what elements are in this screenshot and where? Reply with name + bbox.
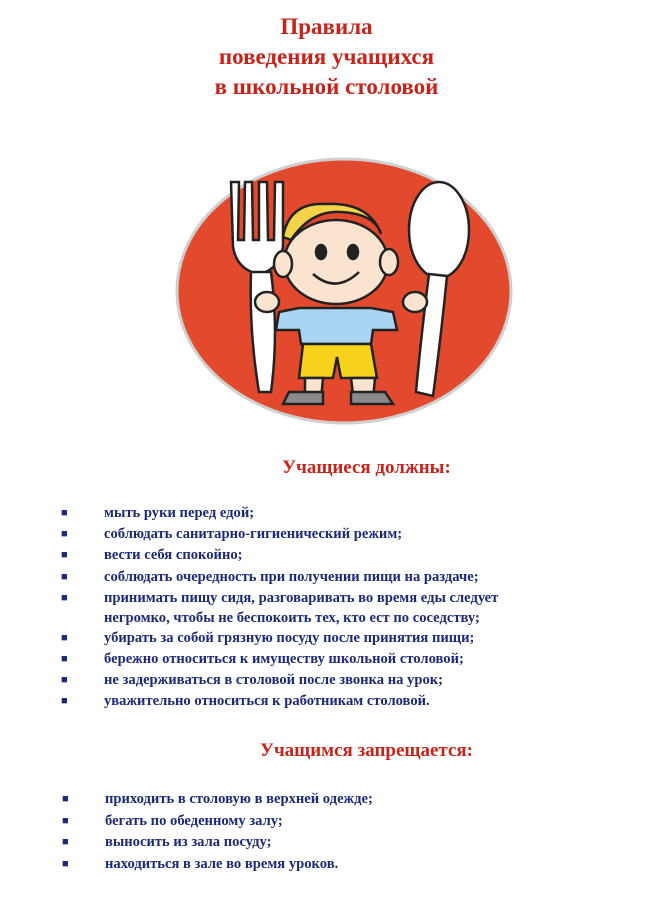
- list-item: ■ соблюдать санитарно-гигиенический режим;: [104, 524, 498, 545]
- bullet-icon: ■: [61, 591, 68, 604]
- list-item: ■ приходить в столовую в верхней одежде;: [105, 789, 373, 811]
- list-item: ■ мыть руки перед едой;: [104, 503, 498, 524]
- title-line-1: Правила: [280, 14, 373, 39]
- forbidden-heading: Учащимся запрещается:: [260, 740, 473, 761]
- list-item: ■ убирать за собой грязную посуду после принятия пищи;: [104, 628, 498, 649]
- list-item: ■ бережно относиться к имуществу школьной столовой;: [104, 649, 498, 670]
- bullet-icon: ■: [62, 793, 69, 805]
- bullet-icon: ■: [61, 570, 68, 583]
- bullet-icon: ■: [62, 814, 69, 827]
- must-list: [61, 503, 499, 713]
- list-item: ■ бегать по обеденному залу;: [105, 811, 373, 833]
- list-item: ■ выносить из зала посуду;: [105, 832, 373, 854]
- child-with-fork-and-spoon-icon: [171, 152, 517, 430]
- list-item: ■ вести себя спокойно;: [104, 545, 498, 566]
- bullet-icon: ■: [61, 695, 68, 708]
- bullet-icon: ■: [62, 857, 69, 870]
- page-title: [0, 12, 653, 102]
- list-item: ■ уважительно относиться к работникам столовой.: [104, 691, 498, 712]
- title-line-2: поведения учащихся: [218, 44, 435, 69]
- list-item: ■ не задерживаться в столовой после звонка на урок;: [104, 670, 498, 691]
- bullet-icon: ■: [61, 549, 68, 562]
- list-item: ■ находиться в зале во время уроков.: [105, 854, 373, 876]
- bullet-icon: ■: [61, 528, 68, 541]
- list-item: ■ принимать пищу сидя, разговаривать во время еды следует: [61, 589, 499, 606]
- title-line-3: в школьной столовой: [214, 74, 439, 99]
- bullet-icon: ■: [61, 507, 68, 519]
- list-item-continuation: негромко, чтобы не беспокоить тех, кто ест по соседству;: [104, 609, 480, 626]
- bullet-icon: ■: [61, 653, 68, 666]
- bullet-icon: ■: [61, 631, 68, 644]
- bullet-icon: ■: [62, 836, 69, 848]
- must-heading: Учащиеся должны:: [282, 457, 451, 478]
- list-item: ■ соблюдать очередность при получении пищи на раздаче;: [104, 567, 498, 588]
- forbidden-list: [62, 789, 373, 875]
- bullet-icon: ■: [61, 674, 68, 687]
